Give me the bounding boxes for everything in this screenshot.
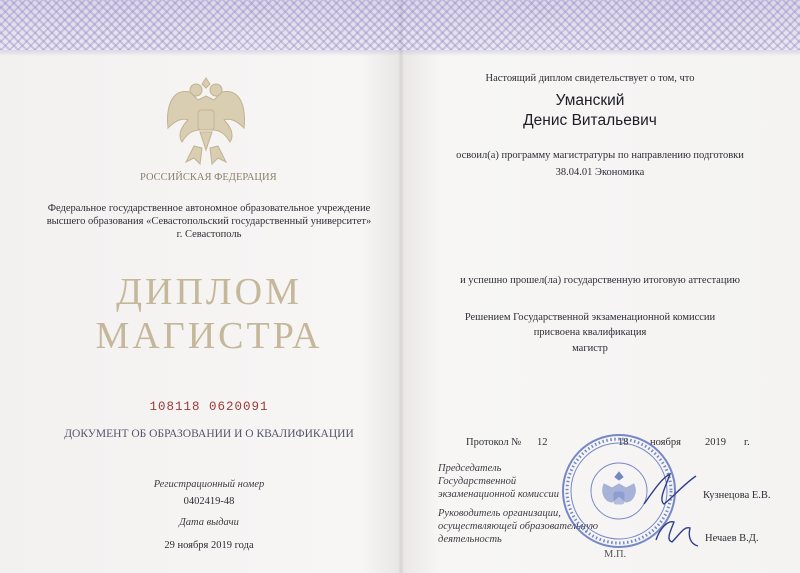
protocol-month: ноября (650, 437, 681, 448)
institution-line1: Федеральное государственное автономное образовательное учреждение (47, 203, 371, 214)
chair-name: Кузнецова Е.В. (703, 490, 771, 501)
seal-label: М.П. (604, 549, 627, 560)
protocol-year: 2019 (705, 437, 726, 448)
decision-line1: Решением Государственной экзаменационной комиссии (464, 312, 716, 323)
chair-line1: Председатель (438, 463, 502, 474)
head-line1: Руководитель организации, (438, 508, 561, 519)
program-name: 38.04.01 Экономика (555, 167, 645, 178)
head-line2: осуществляющей образовательную (438, 521, 599, 532)
title-line1: ДИПЛОМ (116, 271, 302, 313)
head-name: Нечаев В.Д. (705, 533, 759, 544)
institution-city: г. Севастополь (176, 229, 242, 240)
country-name: РОССИЙСКАЯ ФЕДЕРАЦИЯ (140, 172, 277, 183)
head-signature-icon (650, 510, 702, 550)
title-line2: МАГИСТРА (95, 315, 323, 357)
reg-number-label: Регистрационный номер (153, 479, 265, 490)
issue-date-label: Дата выдачи (179, 517, 239, 528)
chair-line2: Государственной (438, 476, 517, 487)
decision-line2: присвоена квалификация (533, 327, 647, 338)
protocol-number: 12 (537, 437, 548, 448)
given-names: Денис Витальевич (523, 112, 657, 129)
page-fold (398, 0, 404, 573)
protocol-suffix: г. (744, 437, 750, 448)
reg-number: 0402419-48 (183, 496, 235, 507)
protocol-label: Протокол № (466, 437, 522, 448)
chair-line3: экзаменационной комиссии (438, 489, 559, 500)
institution-line2: высшего образования «Севастопольский государственный университет» (46, 216, 372, 227)
coat-of-arms-icon (160, 70, 252, 170)
surname: Уманский (555, 92, 625, 109)
passed-text: и успешно прошел(ла) государственную итоговую аттестацию (460, 275, 740, 286)
chair-signature-icon (640, 470, 700, 510)
program-text: освоил(а) программу магистратуры по направлению подготовки (456, 150, 744, 161)
issue-date: 29 ноября 2019 года (164, 540, 254, 551)
protocol-day: 18 (618, 437, 629, 448)
serial-number: 108118 0620091 (149, 400, 269, 414)
qualification: магистр (572, 343, 608, 354)
head-line3: деятельность (438, 534, 502, 545)
certifies-text: Настоящий диплом свидетельствует о том, что (485, 73, 695, 84)
document-type: ДОКУМЕНТ ОБ ОБРАЗОВАНИИ И О КВАЛИФИКАЦИИ (64, 428, 354, 440)
